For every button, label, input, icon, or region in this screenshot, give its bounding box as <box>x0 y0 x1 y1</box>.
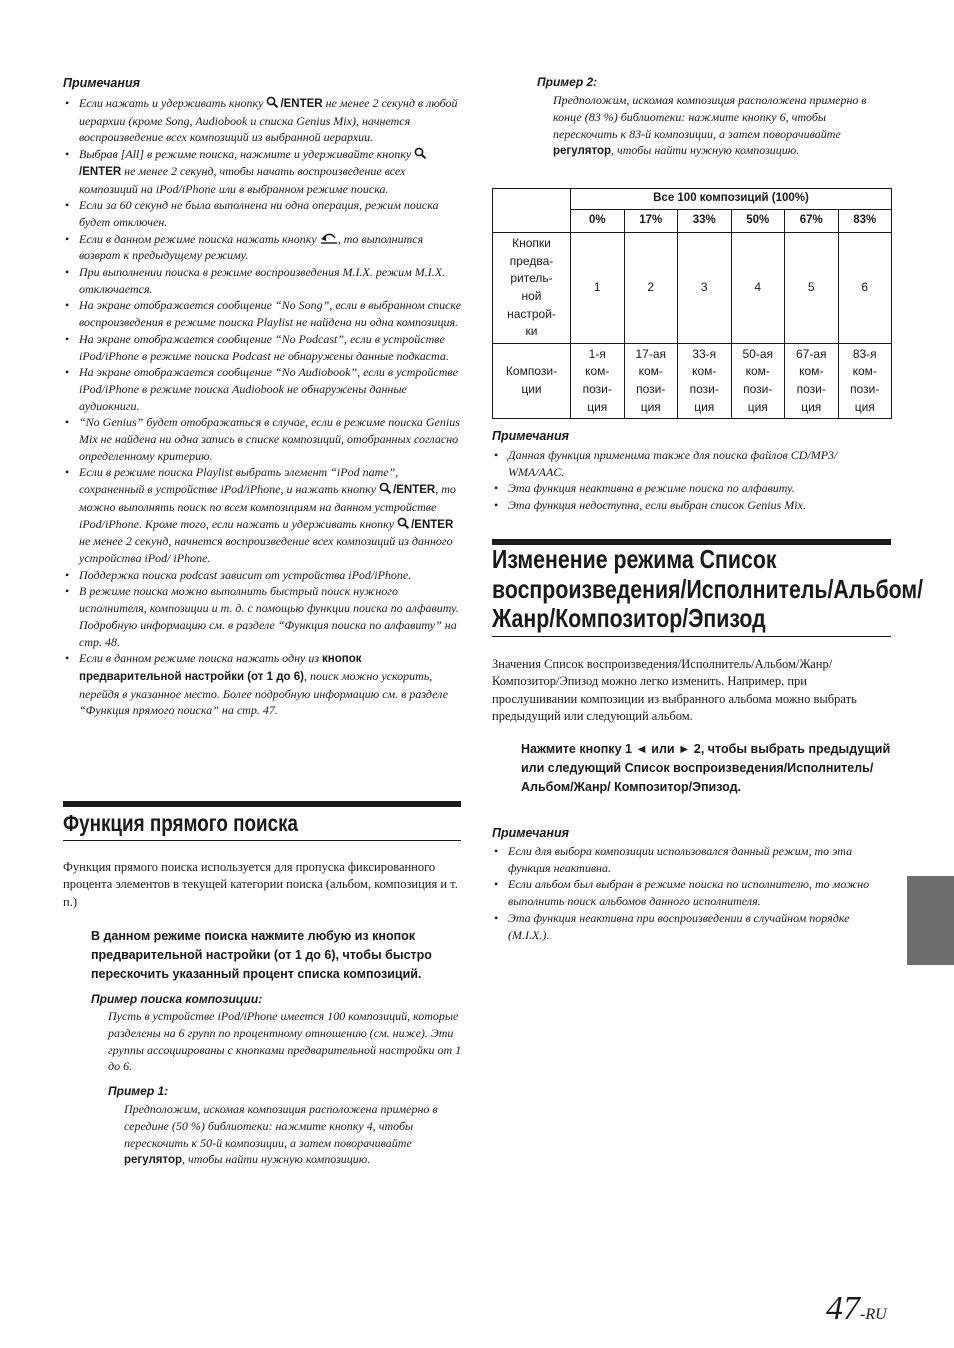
example1-title: Пример 1: <box>108 1084 169 1098</box>
percent-cell: 33% <box>678 210 732 233</box>
section-underline <box>63 840 461 841</box>
section-underline <box>492 636 891 637</box>
direct-intro: Функция прямого поиска используется для пропуска фиксированного процента элементов в текущей категории поиска (альбом, композиция и т. п.) <box>63 860 458 909</box>
list-item: • “No Genius” будет отображаться в случае, если в режиме поиска Genius Mix не найдена ни одна запись в списке композиций, отобранных согласно определенному критерию. <box>63 414 463 464</box>
list-item: • Если для выбора композиции использовался данный режим, то эта функция неактивна. <box>492 843 892 876</box>
table-row <box>493 189 892 210</box>
search-icon <box>397 517 411 529</box>
song-cell: 1-я ком-пози-ция <box>571 344 625 419</box>
section-rule <box>63 801 461 807</box>
button-cell: 4 <box>731 233 785 344</box>
button-cell: 2 <box>624 233 678 344</box>
list-item: • Эта функция недоступна, если выбран список Genius Mix. <box>492 497 892 514</box>
section-heading-direct-search: Функция прямого поиска <box>63 810 299 836</box>
list-item: • Если в режиме поиска Playlist выбрать элемент “iPod name”, сохраненный в устройстве iPod/iPhone, и нажать кнопку /ENTER, то можно выполнять поиск по всем композициям на данном устройстве iPod/iPhone. Кроме того, если нажать и удерживать кнопку /ENTER не менее 2 секунд, начнется воспроизведение всех композиций из данного устройства iPod/ iPhone. <box>63 464 463 566</box>
list-item: • При выполнении поиска в режиме воспроизведения M.I.X. режим M.I.X. отключается. <box>63 264 463 297</box>
list-item: • Если в данном режиме поиска нажать кнопку , то выполнится возврат к предыдущему режиму. <box>63 231 463 264</box>
list-item: • На экране отображается сообщение “No Audiobook”, если в устройстве iPod/iPhone в режиме поиска Audiobook не обнаружены данные аудиокниги. <box>63 364 463 414</box>
list-item: • Выбрав [All] в режиме поиска, нажмите и удерживайте кнопку /ENTER не менее 2 секунд, чтобы начать воспроизведение всех композиций на iPod/iPhone или в выбранном режиме поиска. <box>63 146 463 197</box>
button-cell: 1 <box>571 233 625 344</box>
list-item: • Эта функция неактивна в режиме поиска по алфавиту. <box>492 480 892 497</box>
notes-list <box>492 843 892 943</box>
song-cell: 83-я ком-пози-ция <box>838 344 892 419</box>
button-cell: 5 <box>785 233 839 344</box>
song-cell: 50-ая ком-пози-ция <box>731 344 785 419</box>
song-cell: 67-ая ком-пози-ция <box>785 344 839 419</box>
list-item: • Если в данном режиме поиска нажать одну из кнопок предварительной настройки (от 1 до 6), поиск можно ускорить, перейдя в указанное место. Более подробную информацию см. в разделе “Функция прямого поиска” на стр. 47. <box>63 650 463 719</box>
example-text: Пусть в устройстве iPod/iPhone имеется 100 композиций, которые разделены на 6 групп по процентному отношению (см. ниже). Эти группы ассоциированы с кнопками предварительной настройки от 1 до 6. <box>108 1009 462 1074</box>
example-title: Пример поиска композиции: <box>91 992 263 1006</box>
notes-list <box>63 95 463 719</box>
search-icon <box>379 482 393 494</box>
search-icon <box>266 96 280 108</box>
percent-table <box>492 188 892 419</box>
example2-title: Пример 2: <box>537 75 598 89</box>
list-item: • На экране отображается сообщение “No Song”, если в выбранном списке воспроизведения в режиме поиска Playlist не найдена ни одна композиция. <box>63 297 463 330</box>
percent-cell: 67% <box>785 210 839 233</box>
example1-text: Предположим, искомая композиция расположена примерно в середине (50 %) библиотеки: нажмите кнопку 4, чтобы перескочить к 50-й композиции, а затем поворачивайте регулятор, чтобы найти нужную композицию. <box>124 1102 438 1167</box>
list-item: • В режиме поиска можно выполнить быстрый поиск нужного исполнителя, композиции и т. д. с помощью функции поиска по алфавиту. Подробную информацию см. в разделе “Функция поиска по алфавиту” на стр. 48. <box>63 583 463 650</box>
change-intro: Значения Список воспроизведения/Исполнитель/Альбом/Жанр/ Композитор/Эпизод можно легко изменить. Например, при прослушивании композиции из выбранного альбома можно выбрать предыдущий или следующий альбом. <box>492 657 857 723</box>
percent-cell: 17% <box>624 210 678 233</box>
list-item: • Если нажать и удерживать кнопку /ENTER не менее 2 секунд в любой иерархии (кроме Song, Audiobook и списка Genius Mix), начнется воспроизведение всех композиций из выбранной иерархии. <box>63 95 463 146</box>
list-item: • Данная функция применима также для поиска файлов CD/MP3/ WMA/AAC. <box>492 447 892 480</box>
search-icon <box>414 147 428 159</box>
notes-title: Примечания <box>492 429 569 443</box>
notes-title: Примечания <box>63 76 140 90</box>
list-item: • Эта функция неактивна при воспроизведении в случайном порядке (M.I.X.). <box>492 910 892 943</box>
table-corner <box>493 189 571 233</box>
button-cell: 6 <box>838 233 892 344</box>
table-row <box>493 344 892 419</box>
percent-cell: 83% <box>838 210 892 233</box>
notes-title: Примечания <box>492 826 569 840</box>
table-row <box>493 233 892 344</box>
section-heading-change-mode: Изменение режима Список воспроизведения/Исполнитель/Альбом/ Жанр/Композитор/Эпизод <box>492 544 924 633</box>
button-cell: 3 <box>678 233 732 344</box>
table-header: Все 100 композиций (100%) <box>571 189 892 210</box>
song-cell: 17-ая ком-пози-ция <box>624 344 678 419</box>
percent-cell: 50% <box>731 210 785 233</box>
list-item: • Если альбом был выбран в режиме поиска по исполнителю, то можно выполнить поиск альбомов данного исполнителя. <box>492 876 892 909</box>
song-cell: 33-я ком-пози-ция <box>678 344 732 419</box>
side-tab <box>907 876 954 965</box>
direct-instruction: В данном режиме поиска нажмите любую из кнопок предварительной настройки (от 1 до 6), чтобы быстро перескочить указанный процент списка композиций. <box>91 929 432 981</box>
percent-cell: 0% <box>571 210 625 233</box>
change-instruction: Нажмите кнопку 1 ◄ или ► 2, чтобы выбрать предыдущий или следующий Список воспроизведения/Исполнитель/Альбом/Жанр/ Композитор/Эпизод. <box>521 742 891 794</box>
row-label: Компози-ции <box>493 344 571 419</box>
notes-list <box>492 447 892 514</box>
example2-text: Предположим, искомая композиция расположена примерно в конце (83 %) библиотеки: нажмите кнопку 6, чтобы перескочить к 83-й композиции, а затем поворачивайте регулятор, чтобы найти нужную композицию. <box>553 93 867 158</box>
return-icon <box>320 232 338 244</box>
list-item: • На экране отображается сообщение “No Podcast”, если в устройстве iPod/iPhone в режиме поиска Podcast не обнаружены данные подкаста. <box>63 331 463 364</box>
page-number: 47-RU <box>826 1290 887 1327</box>
list-item: • Поддержка поиска podcast зависит от устройства iPod/iPhone. <box>63 567 463 584</box>
list-item: • Если за 60 секунд не была выполнена ни одна операция, режим поиска будет отключен. <box>63 197 463 230</box>
row-label: Кнопки предва-ритель-ной настрой-ки <box>493 233 571 344</box>
